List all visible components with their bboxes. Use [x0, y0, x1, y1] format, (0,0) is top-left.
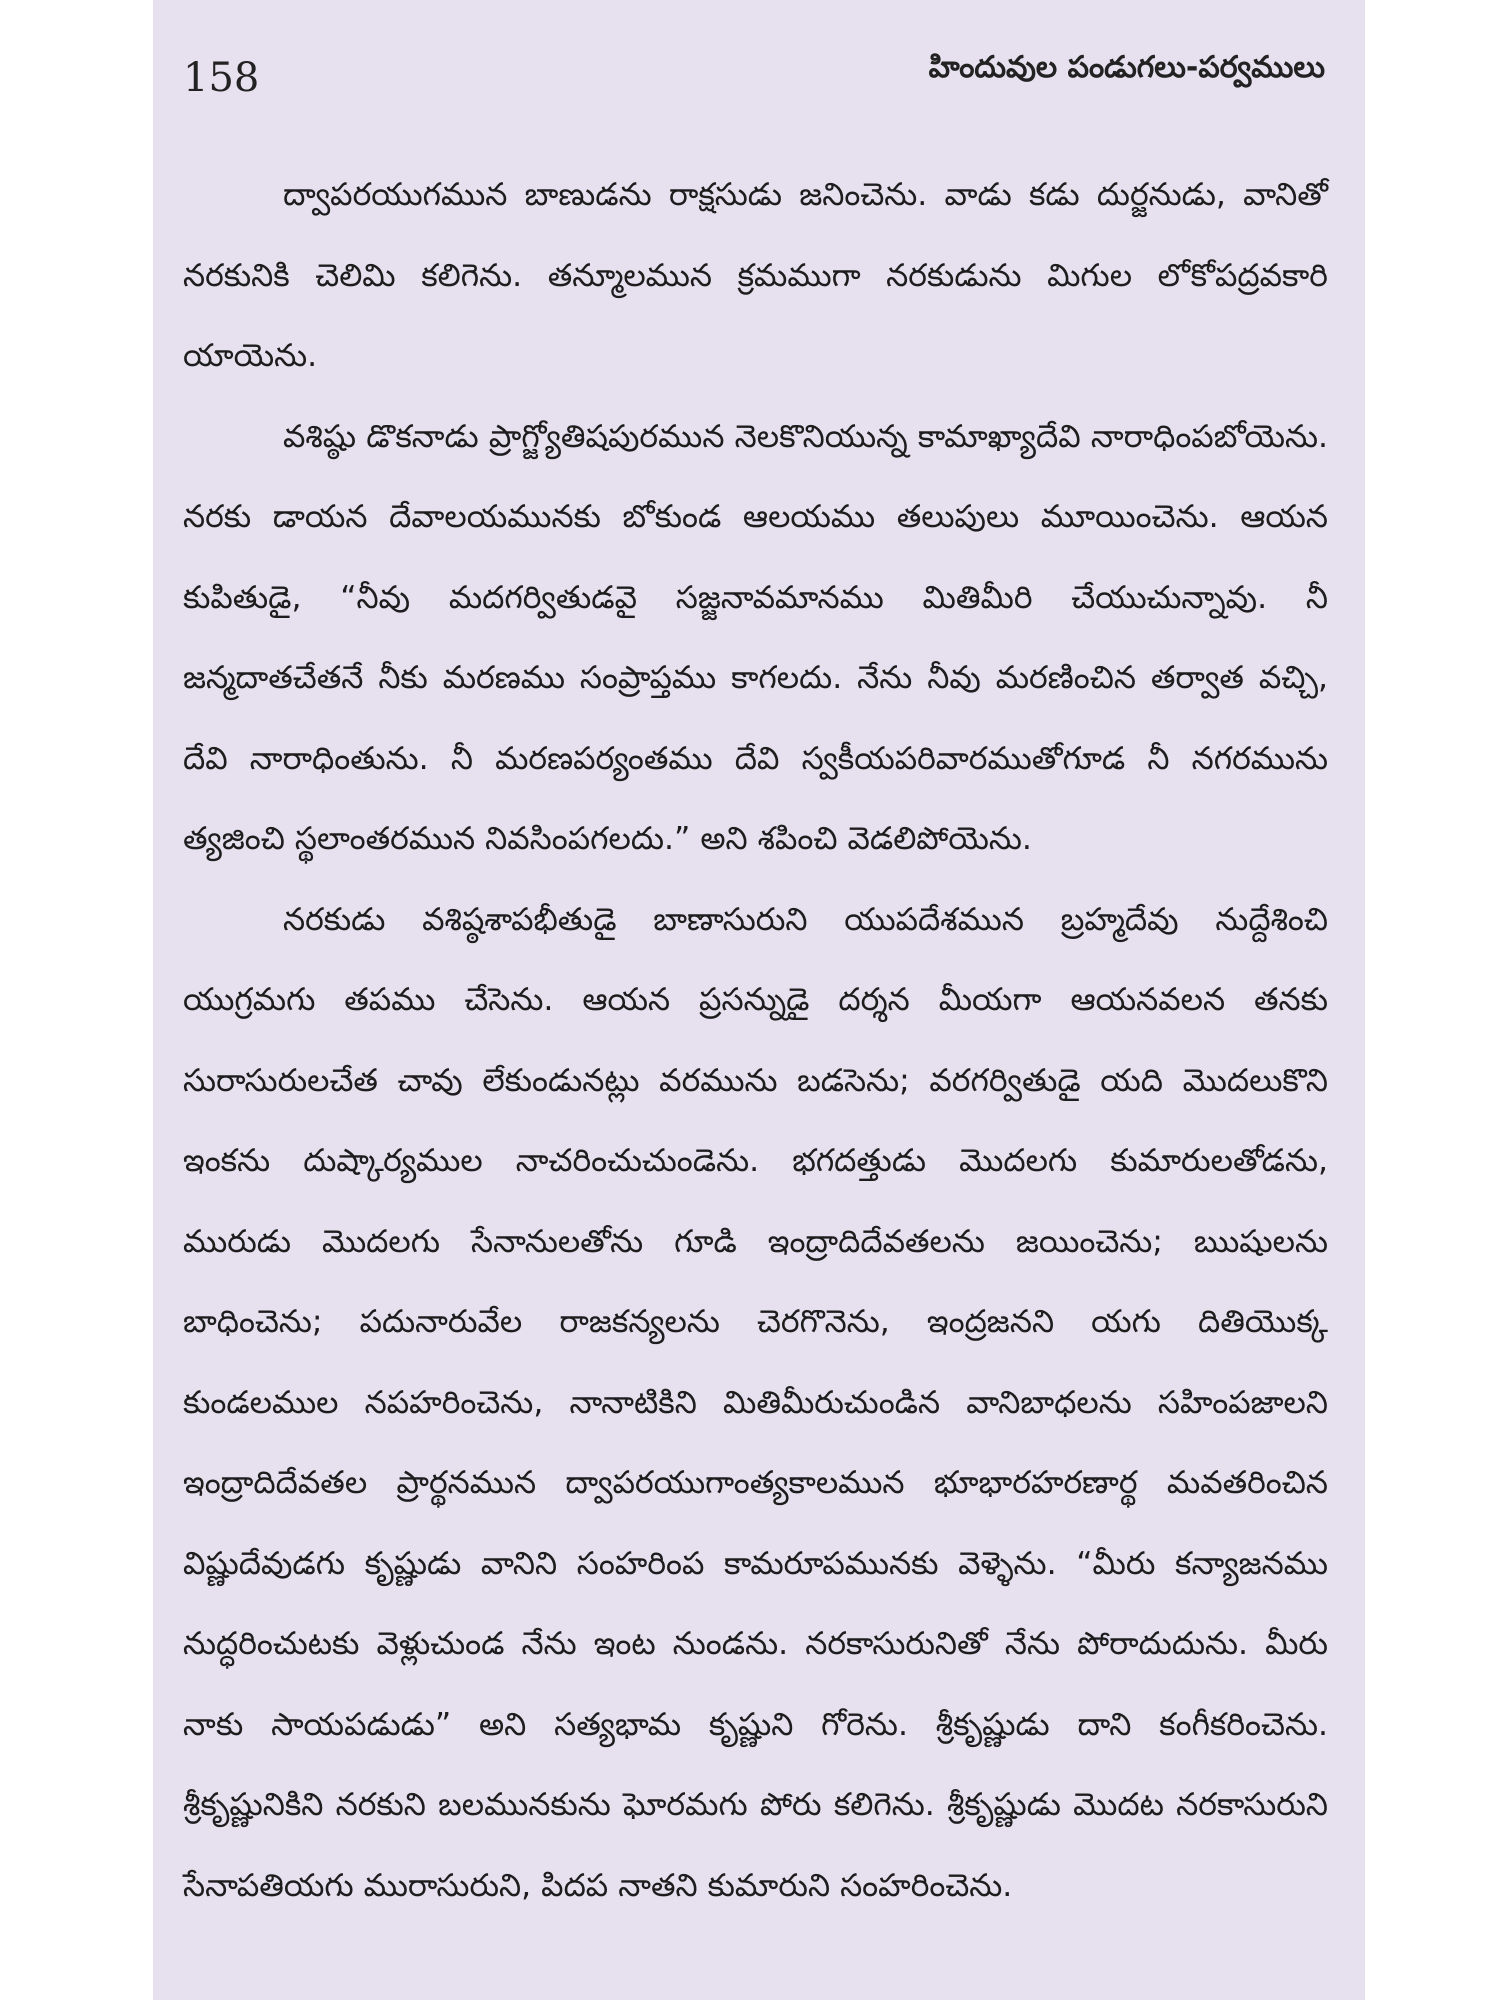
paragraph-2: వశిష్ఠు డొకనాడు ప్రాగ్జ్యోతిషపురమున నెలకొనియున్న కామాఖ్యాదేవి నారాధింపబోయెను. నరకు డాయన దేవాలయమునకు బోకుండ ఆలయము తలుపులు మూయించెను. ఆయన కుపితుడై, “నీవు మదగర్వితుడవై సజ్జనావమానము మితిమీరి చేయుచున్నావు. నీ జన్మదాతచేతనే నీకు మరణము సంప్రాప్తము కాగలదు. నేను నీవు మరణించిన తర్వాత వచ్చి, దేవి నారాధింతును. నీ మరణపర్యంతము దేవి స్వకీయపరివారముతోగూడ నీ నగరమును త్యజించి స్థలాంతరమున నివసింపగలదు.” అని శపించి వెడలిపోయెను. — [183, 418, 1328, 857]
paragraph-1: ద్వాపరయుగమున బాణుడను రాక్షసుడు జనించెను. వాడు కడు దుర్జనుడు, వానితో నరకునికి చెలిమి కలిగెను. తన్మూలమున క్రమముగా నరకుడును మిగుల లోకోపద్రవకారి యాయెను. — [183, 177, 1328, 374]
paragraph-3: నరకుడు వశిష్ఠశాపభీతుడై బాణాసురుని యుపదేశమున బ్రహ్మదేవు నుద్దేశించి యుగ్రమగు తపము చేసెను. ఆయన ప్రసన్నుడై దర్శన మీయగా ఆయనవలన తనకు సురాసురులచేత చావు లేకుండునట్లు వరమును బడసెను; వరగర్వితుడై యది మొదలుకొని ఇంకను దుష్కార్యముల నాచరించుచుండెను. భగదత్తుడు మొదలగు కుమారులతోడను, మురుడు మొదలగు సేనానులతోను గూడి ఇంద్రాదిదేవతలను జయించెను; ఋషులను బాధించెను; పదునారువేల రాజకన్యలను చెరగొనెను, ఇంద్రజనని యగు దితియొక్క కుండలముల నపహరించెను, నానాటికిని మితిమీరుచుండిన వానిబాధలను సహింపజాలని ఇంద్రాదిదేవతల ప్రార్థనమున ద్వాపరయుగాంత్యకాలమున భూభారహరణార్థ మవతరించిన విష్ణుదేవుడగు కృష్ణుడు వానిని సంహరింప కామరూపమునకు వెళ్ళెను. “మీరు కన్యాజనము నుద్ధరించుటకు వెళ్లుచుండ నేను ఇంట నుండను. నరకాసురునితో నేను పోరాదుదును. మీరు నాకు సాయపడుడు” అని సత్యభామ కృష్ణుని గోరెను. శ్రీకృష్ణుడు దాని కంగీకరించెను. శ్రీకృష్ణునికిని నరకుని బలమునకును ఘోరమగు పోరు కలిగెను. శ్రీకృష్ణుడు మొదట నరకాసురుని సేనాపతియగు మురాసురుని, పిదప నాతని కుమారుని సంహరించెను. — [183, 901, 1328, 1904]
page-number: 158 — [183, 55, 260, 101]
running-header-title: హిందువుల పండుగలు-పర్వములు — [928, 50, 1325, 85]
body-text — [183, 155, 1328, 1926]
book-page — [153, 0, 1365, 2000]
